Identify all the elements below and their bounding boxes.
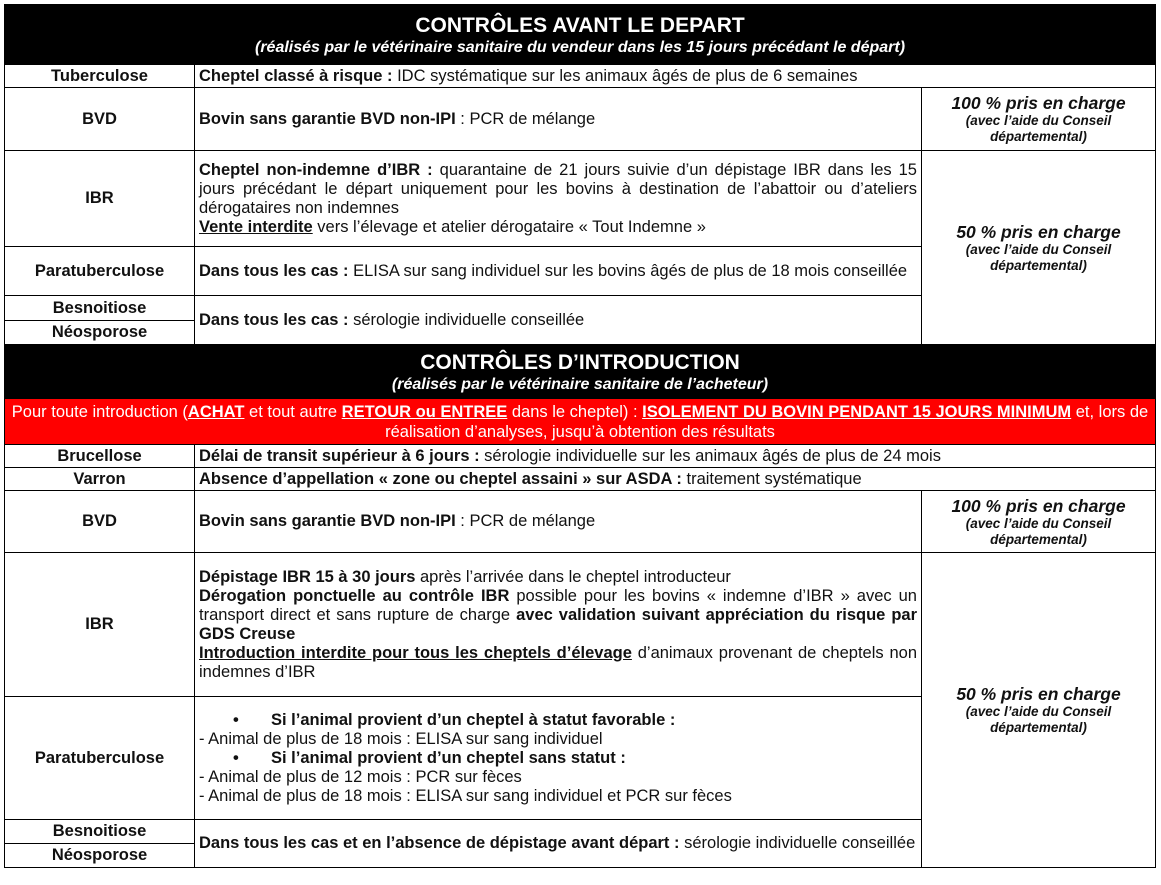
departure-header (5, 5, 1156, 65)
measure-paratuberculose (195, 697, 922, 820)
measure-bold: Cheptel non-indemne d’IBR : (199, 160, 433, 179)
disease-ibr: IBR (5, 151, 195, 247)
alert-retour-entree: RETOUR ou ENTREE (341, 402, 508, 421)
measure-bold: Dans tous les cas et en l’absence de dépistage avant départ : (199, 834, 680, 852)
disease-bvd: BVD (5, 88, 195, 151)
measure-bold: Cheptel classé à risque : (199, 66, 393, 85)
measure-text: sérologie individuelle conseillée (348, 310, 585, 329)
measure-text: sérologie individuelle sur les animaux âgés de plus de 24 mois (479, 446, 941, 465)
alert-text: et tout autre (244, 402, 342, 421)
measure-besnoitiose (195, 296, 922, 345)
alert-text: et, lors de réalisation d’analyses, jusqu’à obtention des résultats (385, 402, 1149, 441)
measure-text: possible pour les bovins « indemne d’IBR » avec un transport direct et sans rupture de charge (199, 586, 917, 624)
bullet-dot-icon: • (233, 710, 239, 729)
measure-ibr (195, 151, 922, 247)
measure-text: IDC systématique sur les animaux âgés de plus de 6 semaines (392, 66, 858, 85)
measure-bold: Dérogation ponctuelle au contrôle IBR (199, 586, 510, 605)
coverage-main: 100 % pris en charge (951, 93, 1126, 113)
disease-ibr: IBR (5, 553, 195, 697)
disease-paratuberculose: Paratuberculose (5, 697, 195, 820)
coverage-sub: (avec l’aide du Conseil départemental) (965, 241, 1112, 273)
measure-bold: Dans tous les cas : (199, 261, 349, 280)
introduction-subtitle: (réalisés par le vétérinaire sanitaire de l’acheteur) (391, 375, 769, 393)
measure-brucellose (195, 445, 1156, 468)
measure-varron (195, 468, 1156, 491)
measure-text: vers l’élevage et atelier dérogataire « Tout Indemne » (312, 217, 706, 236)
disease-neosporose: Néosporose (5, 843, 194, 867)
coverage-main: 50 % pris en charge (956, 221, 1121, 242)
disease-besnoitiose: Besnoitiose (52, 822, 147, 840)
measure-text: quarantaine de 21 jours suivie d’un dépistage IBR dans les 15 jours précédant le départ uniquement pour les bovins à destination de l’abattoir ou d’ateliers dérogataires non indemnes (199, 160, 917, 217)
table-row (5, 65, 1156, 88)
disease-bvd: BVD (5, 491, 195, 553)
bullet-text: Si l’animal provient d’un cheptel sans statut : (271, 748, 626, 767)
disease-brucellose: Brucellose (5, 445, 195, 468)
introduction-header (5, 345, 1156, 399)
coverage-main: 100 % pris en charge (951, 495, 1126, 516)
bullet-favorable (199, 711, 917, 730)
measure-text: traitement systématique (681, 469, 862, 488)
alert-text: Pour toute introduction ( (11, 402, 188, 421)
table-row (5, 151, 1156, 247)
measure-bold: Dépistage IBR 15 à 30 jours (199, 567, 416, 586)
introduction-title: CONTRÔLES D’INTRODUCTION (420, 350, 740, 374)
alert-isolement: ISOLEMENT DU BOVIN PENDANT 15 JOURS MINIMUM (642, 402, 1072, 421)
bullet-no-status (199, 749, 917, 768)
alert-text: dans le cheptel) : (507, 402, 643, 421)
measure-line: - Animal de plus de 18 mois : ELISA sur sang individuel et PCR sur fèces (199, 786, 732, 805)
measure-tuberculose (195, 65, 1156, 88)
measure-line: - Animal de plus de 18 mois : ELISA sur sang individuel (199, 729, 603, 748)
measure-text: après l’arrivée dans le cheptel introducteur (415, 567, 731, 586)
measure-text: ELISA sur sang individuel sur les bovins âgés de plus de 18 mois conseillée (348, 261, 908, 280)
disease-neosporose: Néosporose (5, 320, 194, 344)
sanitary-controls-table (4, 4, 1156, 868)
disease-besnoitiose: Besnoitiose (52, 298, 147, 317)
table-row (5, 491, 1156, 553)
alert-achat: ACHAT (187, 402, 245, 421)
measure-ibr (195, 553, 922, 697)
measure-bold: Bovin sans garantie BVD non-IPI (199, 109, 456, 128)
coverage-sub: (avec l’aide du Conseil départemental) (965, 113, 1112, 144)
disease-varron: Varron (5, 468, 195, 491)
coverage-100-introduction (922, 491, 1156, 553)
measure-text: sérologie individuelle conseillée (679, 834, 916, 852)
coverage-sub: (avec l’aide du Conseil départemental) (965, 704, 1112, 735)
table-row (5, 445, 1156, 468)
departure-subtitle: (réalisés par le vétérinaire sanitaire du vendeur dans les 15 jours précédant le départ) (254, 38, 906, 56)
coverage-main: 50 % pris en charge (956, 684, 1121, 704)
introduction-forbidden: Introduction interdite pour tous les cheptels d’élevage (199, 643, 632, 662)
table-row (5, 88, 1156, 151)
isolation-alert (5, 399, 1156, 445)
measure-bold: Absence d’appellation « zone ou cheptel assaini » sur ASDA : (199, 469, 682, 488)
measure-bvd (195, 88, 922, 151)
disease-besnoitiose-neosporose (5, 820, 195, 868)
measure-text: : PCR de mélange (455, 512, 596, 530)
measure-bold: avec validation suivant appréciation du risque par GDS Creuse (199, 605, 918, 643)
coverage-sub: (avec l’aide du Conseil départemental) (965, 515, 1112, 547)
table-row (5, 553, 1156, 697)
measure-bold: Dans tous les cas : (199, 310, 349, 329)
measure-bold: Délai de transit supérieur à 6 jours : (199, 446, 480, 465)
measure-bold: Bovin sans garantie BVD non-IPI (199, 512, 456, 530)
measure-bvd (195, 491, 922, 553)
coverage-50-introduction (922, 553, 1156, 868)
table-row (5, 468, 1156, 491)
measure-line: - Animal de plus de 12 mois : PCR sur fèces (199, 767, 522, 786)
disease-besnoitiose-neosporose (5, 296, 195, 345)
departure-title: CONTRÔLES AVANT LE DEPART (415, 13, 745, 37)
bullet-dot-icon: • (233, 748, 239, 767)
coverage-100-departure (922, 88, 1156, 151)
measure-text: : PCR de mélange (455, 109, 596, 128)
coverage-50-departure (922, 151, 1156, 345)
disease-paratuberculose: Paratuberculose (5, 247, 195, 296)
measure-text: d’animaux provenant de cheptels non indemnes d’IBR (199, 643, 917, 681)
measure-paratuberculose (195, 247, 922, 296)
sale-forbidden: Vente interdite (199, 217, 313, 236)
disease-tuberculose: Tuberculose (5, 65, 195, 88)
measure-besnoitiose (195, 820, 922, 868)
bullet-text: Si l’animal provient d’un cheptel à statut favorable : (271, 710, 676, 729)
